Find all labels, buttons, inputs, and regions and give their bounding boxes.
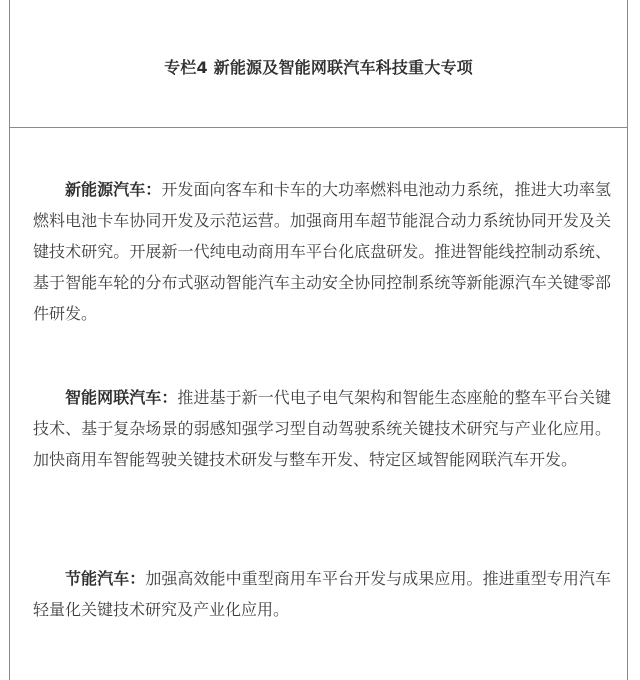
section-intelligent-connected-vehicles xyxy=(33,382,611,475)
section-heading: 新能源汽车： xyxy=(65,180,162,199)
section-body: 推进基于新一代电子电气架构和智能生态座舱的整车平台关键技术、基于复杂场景的弱感知强学习型自动驾驶系统关键技术研究与产业化应用。加快商用车智能驾驶关键技术研发与整车开发、特定区域智能网联汽车开发。 xyxy=(33,388,611,469)
column-header xyxy=(10,0,627,128)
section-heading: 智能网联汽车： xyxy=(65,388,178,407)
section-new-energy-vehicles xyxy=(33,174,611,329)
section-energy-saving-vehicles xyxy=(33,563,611,625)
section-heading: 节能汽车： xyxy=(65,569,146,588)
column-box xyxy=(9,0,628,680)
column-title: 专栏4 新能源及智能网联汽车科技重大专项 xyxy=(164,58,473,77)
section-body: 加强高效能中重型商用车平台开发与成果应用。推进重型专用汽车轻量化关键技术研究及产业化应用。 xyxy=(33,569,611,619)
section-body: 开发面向客车和卡车的大功率燃料电池动力系统，推进大功率氢燃料电池卡车协同开发及示范运营。加强商用车超节能混合动力系统协同开发及关键技术研究。开展新一代纯电动商用车平台化底盘研发。推进智能线控制动系统、基于智能车轮的分布式驱动智能汽车主动安全协同控制系统等新能源汽车关键零部件研发。 xyxy=(33,180,611,323)
